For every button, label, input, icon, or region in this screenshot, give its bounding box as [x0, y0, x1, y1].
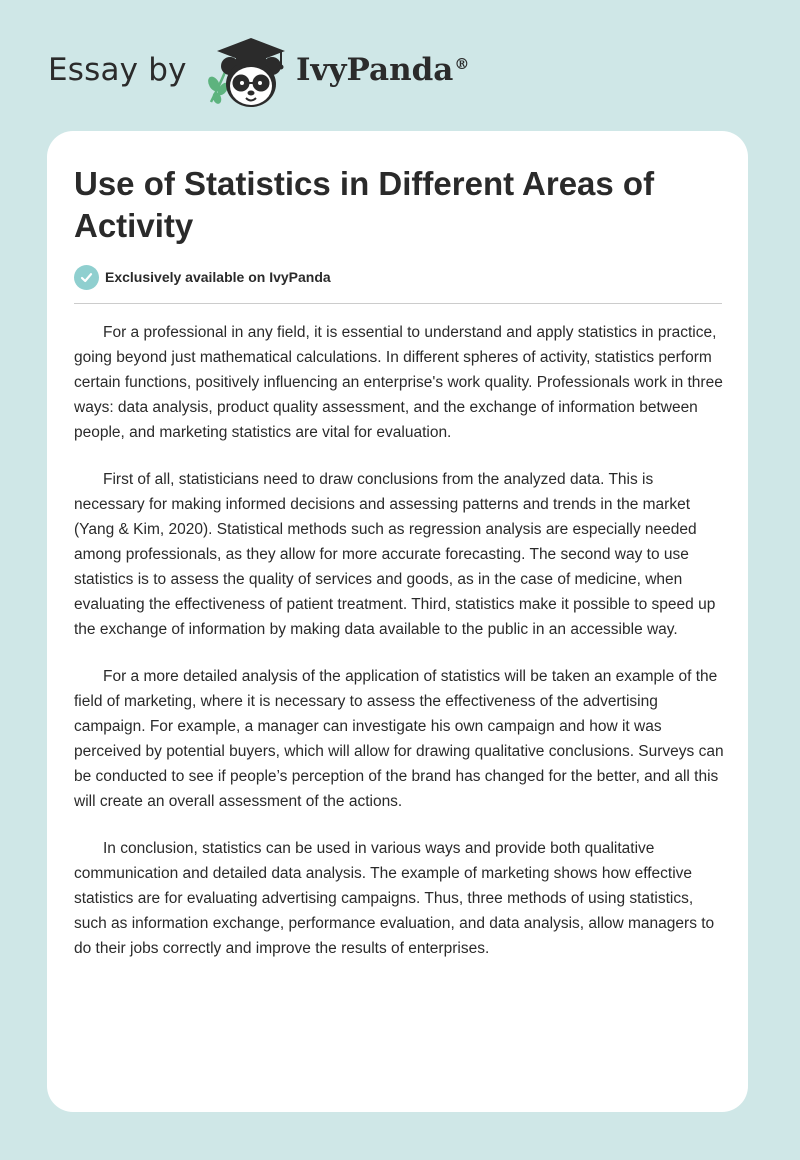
- brand-prefix: Essay by: [48, 52, 187, 88]
- essay-card: [47, 131, 748, 1112]
- paragraph: In conclusion, statistics can be used in various ways and provide both qualitative communication and detailed data analysis. The example of marketing shows how effective statistics are for evaluating advertising campaigns. Thus, three methods of using statistics, such as information exchange, performance evaluation, and data analysis, allow managers to do their jobs correctly and improve the results of enterprises.: [74, 840, 715, 957]
- brand-header: [48, 30, 508, 110]
- exclusive-badge: [74, 264, 331, 290]
- exclusive-badge-text: Exclusively available on IvyPanda: [105, 269, 331, 285]
- check-icon: [74, 265, 99, 290]
- paragraph: For a more detailed analysis of the application of statistics will be taken an example of the field of marketing, where it is necessary to assess the effectiveness of the advertising campaign. For example, a manager can investigate his own campaign and how it was perceived by potential buyers, which will allow for drawing qualitative conclusions. Surveys can be conducted to see if people’s perception of the brand has changed for the better, and all this will create an overall assessment of the actions.: [74, 668, 724, 810]
- essay-body: [74, 320, 726, 983]
- panda-logo-icon[interactable]: [203, 32, 293, 112]
- registered-mark: ®: [454, 54, 470, 73]
- brand-name[interactable]: IvyPanda®: [296, 52, 470, 88]
- paragraph: First of all, statisticians need to draw conclusions from the analyzed data. This is necessary for making informed decisions and assessing patterns and trends in the market (Yang & Kim, 2020). Statistical methods such as regression analysis are especially needed among professionals, as they allow for more accurate forecasting. The second way to use statistics is to assess the quality of services and goods, as in the case of medicine, when evaluating the effectiveness of patient treatment. Third, statistics make it possible to speed up the exchange of information by making data available to the public in an accessible way.: [74, 471, 716, 638]
- divider: [74, 303, 722, 304]
- paragraph: For a professional in any field, it is essential to understand and apply statistics in practice, going beyond just mathematical calculations. In different spheres of activity, statistics perform certain functions, positively influencing an enterprise's work quality. Professionals work in three ways: data analysis, product quality assessment, and the exchange of information between people, and marketing statistics are vital for evaluation.: [74, 324, 723, 441]
- essay-title: Use of Statistics in Different Areas of Activity: [74, 165, 655, 244]
